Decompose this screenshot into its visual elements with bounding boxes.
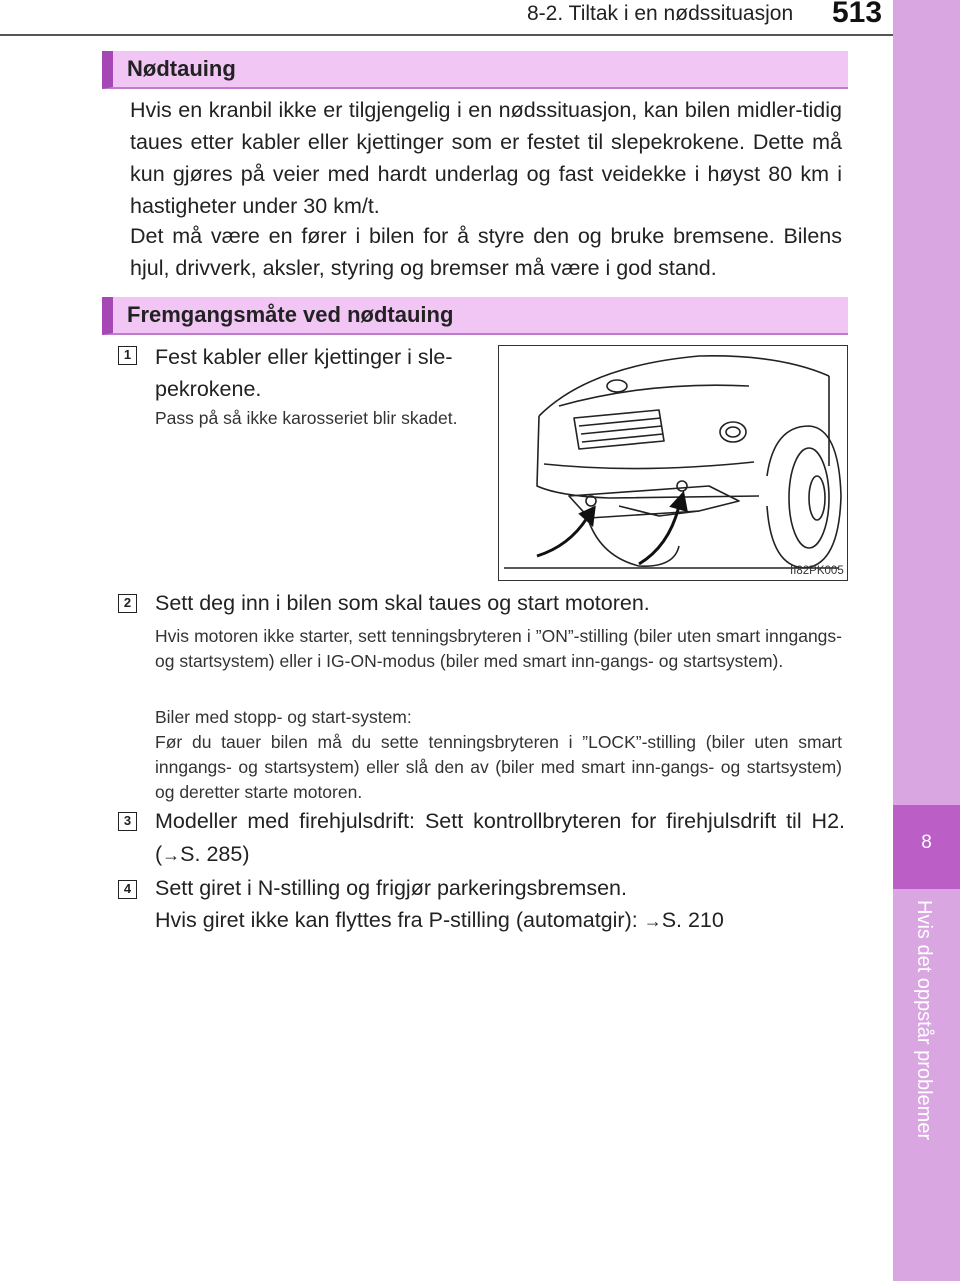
step-1-text: Fest kabler eller kjettinger i sle-pekrokene. [155,345,453,401]
page-number: 513 [832,0,883,29]
step-3-page-ref[interactable]: S. 285 [180,842,243,866]
step-4-page-ref[interactable]: S. 210 [661,908,724,932]
running-header-section: 8-2. Tiltak i en nødssituasjon [527,2,794,25]
header-divider [0,34,893,36]
step-number-1: 1 [118,346,137,365]
step-number-3: 3 [118,812,137,831]
step-number-4: 4 [118,880,137,899]
step-3-text-after: ) [242,842,250,866]
section-heading-text: Nødtauing [127,56,236,81]
chapter-title: Hvis det oppstår problemer [913,900,935,1141]
intro-paragraph: Hvis en kranbil ikke er tilgjengelig i en nødssituasjon, kan bilen midler-tidig taues etter kabler eller kjettinger som er festet til slepekrokene. Dette må kun gjøres på veier med hardt underlag og fast veidekke i høyst 80 km i hastigheter under 30 km/t. [130,98,842,218]
step-2-text: Sett deg inn i bilen som skal taues og start motoren. [155,591,650,615]
arrow-icon: → [643,911,662,931]
step-3-text [155,805,845,872]
step-4-text-2 [155,904,845,937]
step-3-text-before: Modeller med firehjulsdrift: Sett kontrollbryteren for firehjulsdrift til H2. ( [155,809,845,866]
towing-hooks-figure [498,345,848,581]
step-number-2: 2 [118,594,137,613]
step-1-note: Pass på så ikke karosseriet blir skadet. [155,408,458,428]
driver-requirement-paragraph: Det må være en fører i bilen for å styre den og bruke bremsene. Bilens hjul, drivverk, aksler, styring og bremser må være i god stand. [130,224,842,280]
car-front-towing-hooks-illustration [499,346,846,579]
section-heading-procedure [102,297,848,335]
step-4-text: Sett giret i N-stilling og frigjør parkeringsbremsen. [155,876,627,900]
section-heading-text: Fremgangsmåte ved nødtauing [127,302,454,327]
figure-code: II82PK005 [790,565,844,577]
arrow-icon: → [162,845,181,865]
step-2-note-ignition: Hvis motoren ikke starter, sett tenningsbryteren i ”ON”-stilling (biler uten smart inngangs- og startsystem) eller i IG-ON-modus (biler med smart inn-gangs- og startsystem). [155,626,842,671]
section-heading-nodtauing [102,51,848,89]
step-4-text-2-body: Hvis giret ikke kan flyttes fra P-stilling (automatgir): [155,908,644,932]
chapter-number: 8 [921,832,932,853]
step-2-stop-start-heading: Biler med stopp- og start-system: [155,707,412,727]
step-2-note-lock: Før du tauer bilen må du sette tenningsbryteren i ”LOCK”-stilling (biler uten smart inngangs- og startsystem) eller slå den av (biler med smart inn-gangs- og startsystem) og deretter starte motoren. [155,732,842,802]
